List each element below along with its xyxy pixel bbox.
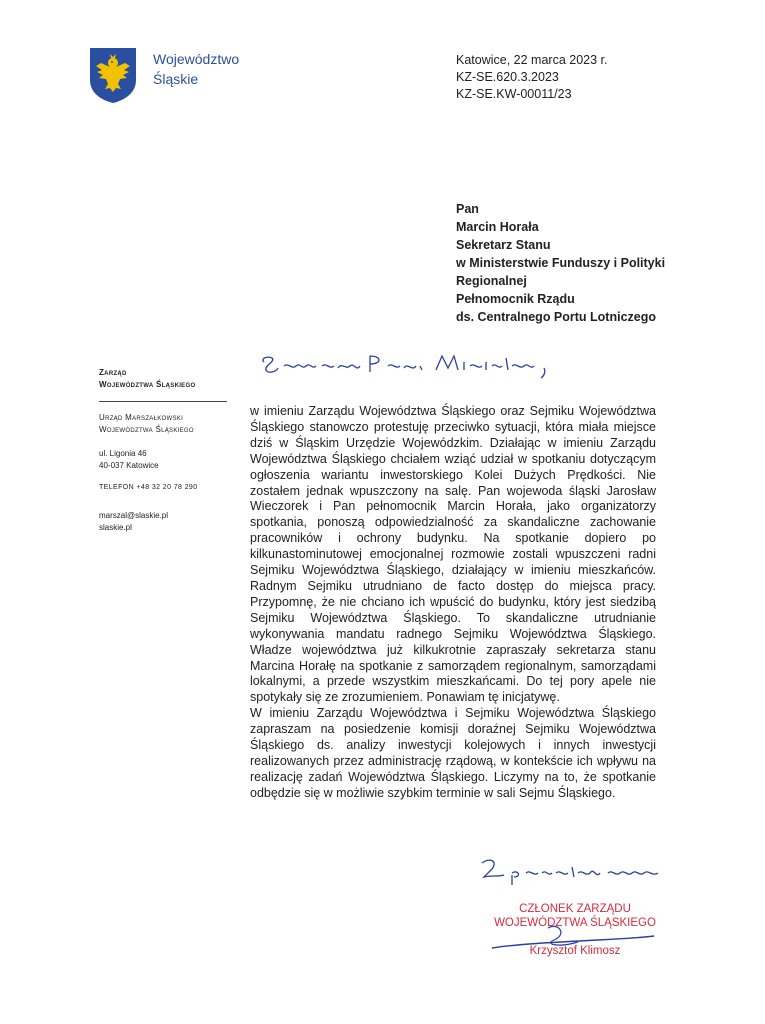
organization-name	[153, 49, 239, 89]
office-name-line2: Województwa Śląskiego	[99, 425, 194, 434]
website: slaskie.pl	[99, 523, 132, 532]
place-date: Katowice, 22 marca 2023 r.	[456, 53, 608, 67]
addressee-line: ds. Centralnego Portu Lotniczego	[456, 310, 657, 324]
sender-sidebar	[99, 367, 229, 544]
addressee-line: Sekretarz Stanu	[456, 238, 551, 252]
email-address: marszal@slaskie.pl	[99, 511, 169, 520]
handwritten-salutation	[258, 348, 558, 388]
letter-meta	[456, 52, 607, 103]
reference-number-1: KZ-SE.620.3.2023	[456, 70, 559, 84]
body-paragraph: W imieniu Zarządu Województwa i Sejmiku Województwa Śląskiego zapraszam na posiedzenie komisji doraźnej Sejmiku Województwa Śląskiego ds. analizy inwestycji kolejowych i innych inwestycji realizowanych przez administrację rządową, w kontekście ich wpływu na realizację zadań Województwa Śląskiego. Liczymy na to, że spotkanie odbędzie się w możliwie szybkim terminie w sali Sejmu Śląskiego.	[250, 706, 656, 800]
letter-body	[250, 404, 656, 802]
addressee-line: Pełnomocnik Rządu	[456, 292, 575, 306]
address-line2: 40-037 Katowice	[99, 461, 159, 470]
office-name-line1: Urząd Marszałkowski	[99, 413, 184, 422]
stamp-title-line2: WOJEWÓDZTWA ŚLĄSKIEGO	[494, 917, 656, 929]
stamp-title-line1: CZŁONEK ZARZĄDU	[519, 903, 631, 915]
reference-number-2: KZ-SE.KW-00011/23	[456, 87, 572, 101]
addressee-line: Regionalnej	[456, 274, 527, 288]
address-line1: ul. Ligonia 46	[99, 449, 147, 458]
addressee-line: Marcin Horała	[456, 220, 539, 234]
organization-name-line2: Śląskie	[153, 71, 199, 87]
board-name-line1: Zarząd	[99, 368, 127, 377]
addressee-block	[456, 200, 736, 326]
board-name-line2: Województwa Śląskiego	[99, 380, 196, 389]
coat-of-arms-eagle-icon	[88, 46, 138, 104]
handwritten-closing	[478, 855, 678, 889]
phone-number: TELEFON +48 32 20 78 290	[99, 484, 198, 491]
organization-name-line1: Województwo	[153, 51, 240, 67]
body-paragraph: w imieniu Zarządu Województwa Śląskiego oraz Sejmiku Województwa Śląskiego stanowczo protestuję przeciwko sytuacji, która miała miejsce dziś w Śląskim Urzędzie Wojewódzkim. Działając w imieniu Zarządu Województwa Śląskiego chciałem wziąć udział w spotkaniu dotyczącym ogłoszenia wariantu inwestorskiego Kolei Dużych Prędkości. Nie zostałem jednak wpuszczony na salę. Pan wojewoda śląski Jarosław Wieczorek i Pan pełnomocnik Marcin Horała, jako organizatorzy spotkania, ponoszą odpowiedzialność za skandaliczne zachowanie pracowników i ochrony budynku. Na spotkanie dopiero po kilkunastominutowej emocjonalnej rozmowie zostali wpuszczeni radni Sejmiku Województwa Śląskiego, działający w imieniu mieszkańców. Radnym Sejmiku utrudniano de facto dostęp do miejsca pracy. Przypomnę, że nie chciano ich wpuścić do budynku, który jest siedzibą Sejmiku Województwa Śląskiego. To skandaliczne utrudnianie wykonywania mandatu radnego Sejmiku Województwa Śląskiego. Władze województwa już kilkukrotnie zapraszały sekretarza stanu Marcina Horałę na spotkanie z samorządem regionalnym, samorządami lokalnymi, a przede wszystkim mieszkańcami. Do tej pory apele nie spotykały się ze zrozumieniem. Ponawiam tę inicjatywę.	[250, 404, 656, 705]
signature	[488, 918, 658, 958]
signatory-name: Krzysztof Klimosz	[529, 945, 621, 957]
addressee-line: Pan	[456, 202, 479, 216]
addressee-line: w Ministerstwie Funduszy i Polityki	[456, 256, 666, 270]
sidebar-divider	[99, 401, 227, 402]
